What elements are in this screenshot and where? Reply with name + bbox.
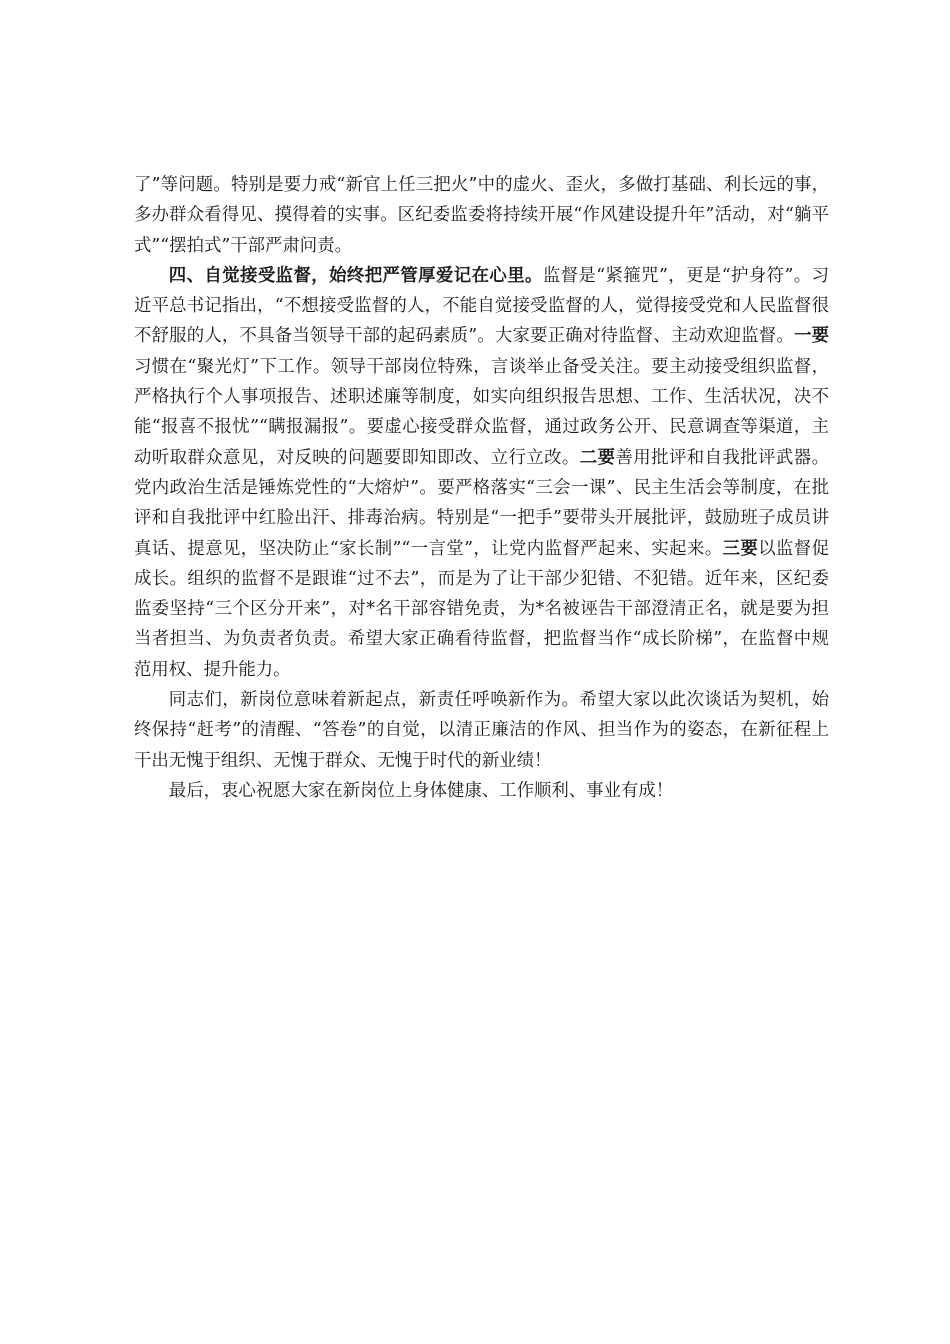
section-intro: 监督是“紧箍咒”，更是“护身符”。习近平总书记指出，“不想接受监督的人，不能自觉接受监督的人，觉得接受党和人民监督很不舒服的人，不具备当领导干部的起码素质”。大家要正确对待监督、主动欢迎监督。 <box>134 265 829 347</box>
point-three-label: 三要 <box>722 538 759 559</box>
point-one-text: 习惯在“聚光灯”下工作。领导干部岗位特殊，言谈举止备受关注。要主动接受组织监督，严格执行个人事项报告、述职述廉等制度，如实向组织报告思想、工作、生活状况，决不能“报喜不报忧”“瞒报漏报”。要虚心接受群众监督，通过政务公开、民意调查等渠道，主动听取群众意见，对反映的问题要即知即改、立行立改。 <box>134 356 829 468</box>
point-two-text: 善用批评和自我批评武器。党内政治生活是锤炼党性的“大熔炉”。要严格落实“三会一课”、民主生活会等制度，在批评和自我批评中红脸出汗、排毒治病。特别是“一把手”要带头开展批评，鼓励班子成员讲真话、提意见，坚决防止“家长制”“一言堂”，让党内监督严起来、实起来。 <box>134 447 829 559</box>
section-heading-four: 四、自觉接受监督，始终把严管厚爱记在心里。 <box>168 265 543 286</box>
paragraph-continuation: 了”等问题。特别是要力戒“新官上任三把火”中的虚火、歪火，多做打基础、利长远的事，多办群众看得见、摸得着的实事。区纪委监委将持续开展“作风建设提升年”活动，对“躺平式”“摆拍式”干部严肃问责。 <box>134 175 829 256</box>
paragraph-closing: 同志们，新岗位意味着新起点，新责任呼唤新作为。希望大家以此次谈话为契机，始终保持“赶考”的清醒、“答卷”的自觉，以清正廉洁的作风、担当作为的姿态，在新征程上干出无愧于组织、无愧于群众、无愧于时代的新业绩！ <box>134 690 829 771</box>
paragraph-supervision <box>134 261 829 685</box>
point-two-label: 二要 <box>579 447 616 468</box>
document-body <box>134 170 829 806</box>
point-one-label: 一要 <box>794 326 829 347</box>
paragraph-wishes: 最后，衷心祝愿大家在新岗位上身体健康、工作顺利、事业有成！ <box>168 780 674 801</box>
point-three-text: 以监督促成长。组织的监督不是跟谁“过不去”，而是为了让干部少犯错、不犯错。近年来，区纪委监委坚持“三个区分开来”，对*名干部容错免责，为*名被诬告干部澄清正名，就是要为担当者担当、为负责者负责。希望大家正确看待监督，把监督当作“成长阶梯”，在监督中规范用权、提升能力。 <box>134 538 829 680</box>
